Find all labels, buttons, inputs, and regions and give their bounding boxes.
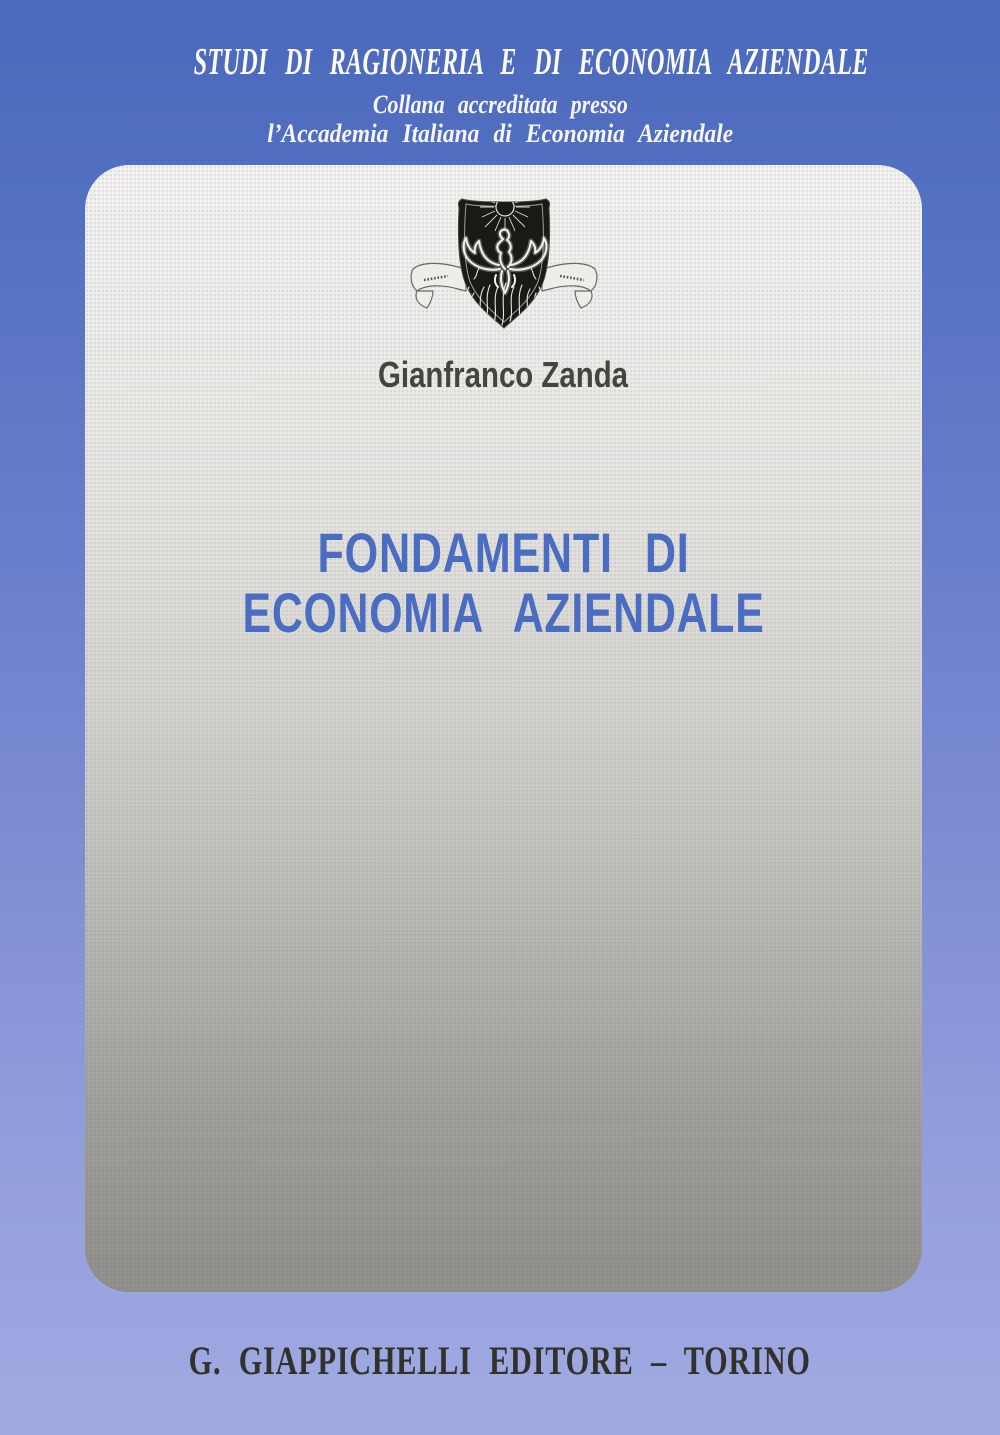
- cover-card: [85, 165, 922, 1292]
- author-name-text: Gianfranco Zanda: [378, 354, 629, 395]
- author-name: [85, 353, 922, 397]
- crest-sun-disc: [496, 198, 514, 216]
- series-subtitle-line1: [0, 90, 1000, 120]
- series-title: [0, 41, 1000, 83]
- book-title-line2: [85, 583, 922, 643]
- publisher-imprint-text: G. GIAPPICHELLI EDITORE – TORINO: [188, 1338, 811, 1383]
- publisher-crest-icon: [404, 187, 604, 335]
- series-title-text: STUDI DI RAGIONERIA E DI ECONOMIA AZIENDALE: [193, 41, 869, 83]
- series-subtitle-line2: [0, 119, 1000, 149]
- series-subtitle-text1: Collana accreditata presso: [372, 90, 628, 119]
- book-title-line1: [85, 523, 922, 583]
- book-title-text2: ECONOMIA AZIENDALE: [242, 581, 765, 644]
- publisher-imprint: [0, 1337, 1000, 1385]
- book-title-text1: FONDAMENTI DI: [317, 521, 690, 584]
- series-subtitle-text2: l’Accademia Italiana di Economia Aziendale: [267, 119, 733, 148]
